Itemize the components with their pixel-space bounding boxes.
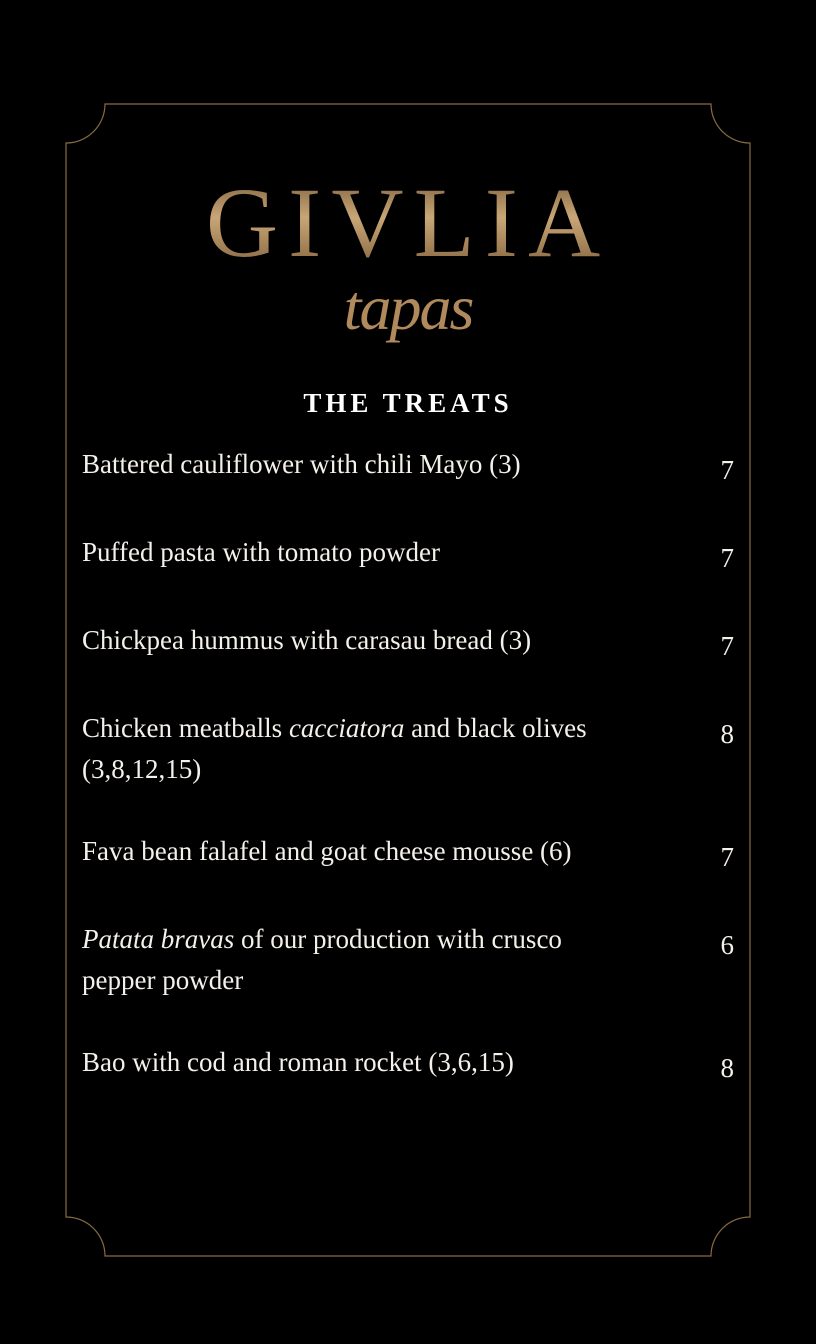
menu-item (82, 708, 734, 790)
dish-text: Fava bean falafel and goat cheese mousse (6) (82, 836, 572, 866)
menu-item-price: 8 (720, 1053, 734, 1083)
menu-item-price: 7 (720, 455, 734, 485)
menu-item-name (82, 532, 622, 579)
menu-item-name (82, 831, 622, 878)
menu-item-price: 7 (720, 543, 734, 573)
brand-logo: GIVLIA (0, 168, 816, 278)
dish-text: Puffed pasta with tomato powder (82, 537, 440, 567)
menu-item-price: 8 (720, 719, 734, 749)
menu-item-name (82, 919, 622, 1001)
menu-item-price: 7 (720, 842, 734, 872)
menu-item-price: 7 (720, 631, 734, 661)
dish-text: Chicken meatballs (82, 713, 289, 743)
menu-item-name (82, 444, 622, 491)
italic-dish-name: Patata bravas (82, 924, 235, 954)
menu-item (82, 1042, 734, 1089)
menu-item (82, 532, 734, 579)
dish-text: Chickpea hummus with carasau bread (3) (82, 625, 532, 655)
brand-subtitle: tapas (343, 272, 473, 343)
menu-list (82, 444, 734, 1130)
menu-item (82, 620, 734, 667)
dish-text: Bao with cod and roman rocket (3,6,15) (82, 1047, 514, 1077)
dish-text: of our production with crusco pepper powder (82, 924, 562, 995)
menu-item-name (82, 620, 622, 667)
italic-dish-name: cacciatora (288, 713, 405, 743)
menu-item-name (82, 1042, 622, 1089)
section-title: THE TREATS (303, 388, 513, 418)
menu-item-price: 6 (720, 930, 734, 960)
dish-text: Battered cauliflower with chili Mayo (3) (82, 449, 521, 479)
menu-item (82, 831, 734, 878)
menu-item-name (82, 708, 622, 790)
menu-item (82, 444, 734, 491)
menu-item (82, 919, 734, 1001)
dish-text: and black olives (3,8,12,15) (82, 713, 587, 784)
